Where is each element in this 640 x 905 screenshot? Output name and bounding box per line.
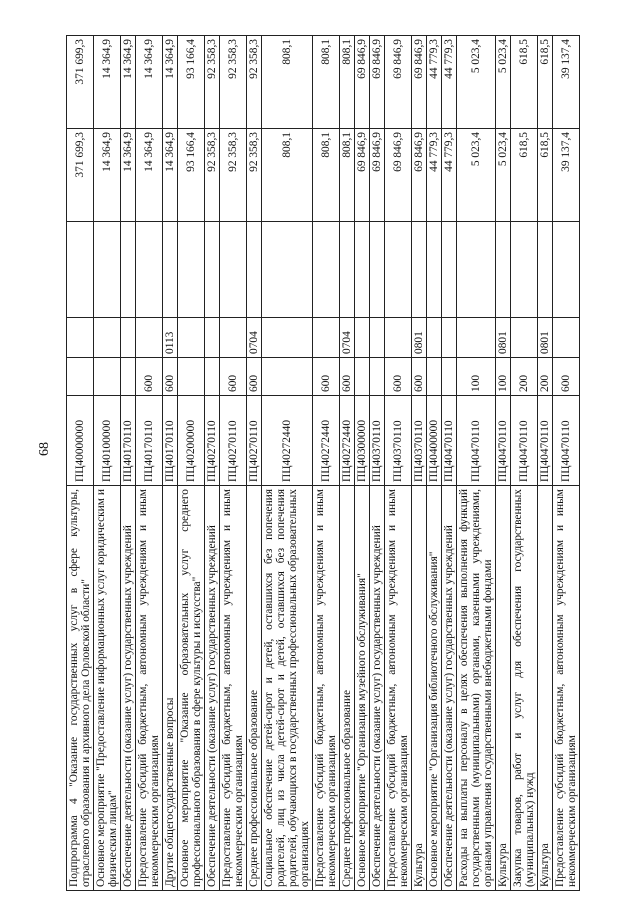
cell-expense-type: 600	[220, 358, 247, 396]
table-row	[205, 36, 220, 891]
table-row	[427, 36, 442, 891]
cell-amount-1: 69 846,9	[370, 129, 385, 222]
cell-code: ПЦ40270110	[220, 396, 247, 486]
cell-section-code: 0801	[412, 318, 427, 358]
cell-section-code: 0801	[538, 318, 553, 358]
cell-section-code	[94, 318, 121, 358]
cell-amount-2: 371 699,3	[67, 36, 94, 129]
table-row	[385, 36, 412, 891]
cell-section-code	[136, 318, 163, 358]
table-row	[313, 36, 340, 891]
cell-name: Обеспечение деятельности (оказание услуг) государственных учреждений	[121, 486, 136, 891]
cell-section-code	[553, 318, 580, 358]
budget-table	[66, 35, 580, 891]
cell-expense-type	[355, 358, 370, 396]
cell-name: Предоставление субсидий бюджетным, автономным учреждениям и иным некоммерческим организациям	[553, 486, 580, 891]
cell-section-code	[385, 318, 412, 358]
cell-expense-type	[370, 358, 385, 396]
cell-empty	[340, 222, 355, 318]
cell-expense-type: 600	[247, 358, 262, 396]
cell-section-code	[370, 318, 385, 358]
cell-amount-1: 69 846,9	[355, 129, 370, 222]
cell-amount-1: 93 166,4	[178, 129, 205, 222]
cell-amount-2: 14 364,9	[94, 36, 121, 129]
table-row	[136, 36, 163, 891]
cell-section-code	[220, 318, 247, 358]
rotated-page-content	[66, 36, 592, 891]
cell-amount-1: 618,5	[511, 129, 538, 222]
cell-amount-2: 618,5	[538, 36, 553, 129]
cell-name: Обеспечение деятельности (оказание услуг) государственных учреждений	[370, 486, 385, 891]
cell-section-code	[457, 318, 496, 358]
cell-code: ПЦ40370110	[412, 396, 427, 486]
cell-code: ПЦ40400000	[427, 396, 442, 486]
cell-section-code	[313, 318, 340, 358]
cell-amount-2: 69 846,9	[355, 36, 370, 129]
cell-code: ПЦ40272440	[262, 396, 313, 486]
cell-empty	[496, 222, 511, 318]
cell-amount-1: 371 699,3	[67, 129, 94, 222]
table-row	[370, 36, 385, 891]
cell-code: ПЦ40200000	[178, 396, 205, 486]
cell-section-code	[427, 318, 442, 358]
cell-code: ПЦ40470110	[496, 396, 511, 486]
cell-empty	[385, 222, 412, 318]
cell-amount-1: 69 846,9	[412, 129, 427, 222]
table-row	[355, 36, 370, 891]
cell-code: ПЦ40170110	[121, 396, 136, 486]
page-number: 68	[37, 442, 52, 456]
cell-expense-type	[205, 358, 220, 396]
cell-amount-1: 14 364,9	[94, 129, 121, 222]
cell-amount-1: 808,1	[262, 129, 313, 222]
cell-name: Среднее профессиональное образование	[340, 486, 355, 891]
cell-amount-1: 92 358,3	[220, 129, 247, 222]
cell-amount-2: 14 364,9	[136, 36, 163, 129]
cell-name: Предоставление субсидий бюджетным, автономным учреждениям и иным некоммерческим организациям	[220, 486, 247, 891]
cell-expense-type: 600	[163, 358, 178, 396]
table-row	[496, 36, 511, 891]
cell-name: Обеспечение деятельности (оказание услуг) государственных учреждений	[205, 486, 220, 891]
cell-section-code	[178, 318, 205, 358]
cell-empty	[220, 222, 247, 318]
cell-amount-2: 44 779,3	[442, 36, 457, 129]
table-row	[163, 36, 178, 891]
cell-expense-type	[178, 358, 205, 396]
cell-expense-type: 200	[538, 358, 553, 396]
table-row	[340, 36, 355, 891]
cell-section-code: 0704	[340, 318, 355, 358]
cell-empty	[136, 222, 163, 318]
cell-amount-2: 808,1	[313, 36, 340, 129]
cell-code: ПЦ40470110	[442, 396, 457, 486]
cell-name: Культура	[538, 486, 553, 891]
cell-name: Социальное обеспечение детей-сирот и детей, оставшихся без попечения родителей, лиц из числа детей-сирот и детей, оставшихся без попечения родителей, обучающихся в государственных профессиональных образовательных организациях	[262, 486, 313, 891]
cell-empty	[412, 222, 427, 318]
cell-expense-type: 100	[457, 358, 496, 396]
cell-expense-type: 600	[136, 358, 163, 396]
cell-section-code: 0704	[247, 318, 262, 358]
cell-section-code: 0113	[163, 318, 178, 358]
cell-amount-1: 14 364,9	[121, 129, 136, 222]
cell-amount-1: 5 023,4	[496, 129, 511, 222]
cell-code: ПЦ40270110	[247, 396, 262, 486]
cell-amount-1: 44 779,3	[442, 129, 457, 222]
cell-amount-1: 5 023,4	[457, 129, 496, 222]
table-row	[412, 36, 427, 891]
cell-empty	[121, 222, 136, 318]
cell-name: Предоставление субсидий бюджетным, автономным учреждениям и иным некоммерческим организациям	[313, 486, 340, 891]
cell-expense-type: 600	[553, 358, 580, 396]
cell-code: ПЦ40470110	[457, 396, 496, 486]
cell-empty	[163, 222, 178, 318]
cell-amount-2: 69 846,9	[385, 36, 412, 129]
cell-code: ПЦ40470110	[511, 396, 538, 486]
cell-code: ПЦ40100000	[94, 396, 121, 486]
cell-name: Расходы на выплаты персоналу в целях обеспечения выполнения функций государственными (муниципальными) органами, казенными учреждениями, органами управления государственными внебюджетными фондами	[457, 486, 496, 891]
cell-amount-2: 92 358,3	[205, 36, 220, 129]
table-row	[538, 36, 553, 891]
budget-table-body	[67, 36, 580, 891]
cell-code: ПЦ40272440	[340, 396, 355, 486]
cell-expense-type: 600	[313, 358, 340, 396]
cell-empty	[511, 222, 538, 318]
table-row	[94, 36, 121, 891]
cell-amount-1: 39 137,4	[553, 129, 580, 222]
table-row	[511, 36, 538, 891]
cell-amount-2: 14 364,9	[163, 36, 178, 129]
cell-empty	[355, 222, 370, 318]
cell-empty	[370, 222, 385, 318]
cell-section-code	[121, 318, 136, 358]
cell-section-code	[67, 318, 94, 358]
cell-amount-2: 808,1	[262, 36, 313, 129]
cell-amount-2: 69 846,9	[370, 36, 385, 129]
cell-name: Основное мероприятие "Организация музейного обслуживания"	[355, 486, 370, 891]
cell-expense-type: 600	[385, 358, 412, 396]
cell-code: ПЦ40370110	[385, 396, 412, 486]
cell-amount-1: 14 364,9	[163, 129, 178, 222]
cell-amount-2: 69 846,9	[412, 36, 427, 129]
cell-amount-1: 618,5	[538, 129, 553, 222]
cell-empty	[67, 222, 94, 318]
cell-expense-type: 600	[412, 358, 427, 396]
cell-expense-type	[442, 358, 457, 396]
cell-amount-2: 5 023,4	[457, 36, 496, 129]
cell-name: Закупка товаров, работ и услуг для обеспечения государственных (муниципальных) нужд	[511, 486, 538, 891]
cell-empty	[538, 222, 553, 318]
table-row	[247, 36, 262, 891]
cell-name: Подпрограмма 4 "Оказание государственных услуг в сфере культуры, отраслевого образования и архивного дела Орловской области"	[67, 486, 94, 891]
table-row	[121, 36, 136, 891]
cell-expense-type: 600	[340, 358, 355, 396]
cell-name: Основное мероприятие "Оказание образовательных услуг среднего профессионального образования в сфере культуры и искусства"	[178, 486, 205, 891]
cell-code: ПЦ40470110	[553, 396, 580, 486]
cell-empty	[442, 222, 457, 318]
cell-amount-2: 92 358,3	[220, 36, 247, 129]
cell-name: Предоставление субсидий бюджетным, автономным учреждениям и иным некоммерческим организациям	[136, 486, 163, 891]
cell-name: Основное мероприятие "Организация библиотечного обслуживания"	[427, 486, 442, 891]
cell-empty	[313, 222, 340, 318]
cell-empty	[457, 222, 496, 318]
table-row	[178, 36, 205, 891]
cell-amount-2: 93 166,4	[178, 36, 205, 129]
cell-empty	[178, 222, 205, 318]
cell-empty	[427, 222, 442, 318]
cell-section-code: 0801	[496, 318, 511, 358]
table-row	[457, 36, 496, 891]
cell-name: Обеспечение деятельности (оказание услуг) государственных учреждений	[442, 486, 457, 891]
cell-code: ПЦ40170110	[163, 396, 178, 486]
cell-amount-2: 14 364,9	[121, 36, 136, 129]
cell-name: Основное мероприятие "Предоставление информационных услуг юридическим и физическим лицам"	[94, 486, 121, 891]
cell-section-code	[355, 318, 370, 358]
cell-amount-1: 69 846,9	[385, 129, 412, 222]
cell-empty	[94, 222, 121, 318]
cell-code: ПЦ40000000	[67, 396, 94, 486]
cell-amount-1: 14 364,9	[136, 129, 163, 222]
cell-expense-type	[67, 358, 94, 396]
cell-amount-1: 808,1	[340, 129, 355, 222]
cell-code: ПЦ40270110	[205, 396, 220, 486]
cell-code: ПЦ40170110	[136, 396, 163, 486]
cell-amount-2: 92 358,3	[247, 36, 262, 129]
cell-name: Культура	[496, 486, 511, 891]
cell-amount-2: 808,1	[340, 36, 355, 129]
cell-amount-2: 618,5	[511, 36, 538, 129]
cell-amount-2: 5 023,4	[496, 36, 511, 129]
cell-amount-1: 92 358,3	[205, 129, 220, 222]
table-row	[262, 36, 313, 891]
cell-name: Среднее профессиональное образование	[247, 486, 262, 891]
cell-code: ПЦ40272440	[313, 396, 340, 486]
cell-expense-type	[427, 358, 442, 396]
cell-expense-type: 200	[511, 358, 538, 396]
cell-empty	[262, 222, 313, 318]
cell-amount-1: 92 358,3	[247, 129, 262, 222]
cell-amount-1: 808,1	[313, 129, 340, 222]
cell-expense-type	[94, 358, 121, 396]
cell-section-code	[442, 318, 457, 358]
cell-code: ПЦ40370110	[370, 396, 385, 486]
cell-amount-1: 44 779,3	[427, 129, 442, 222]
cell-section-code	[511, 318, 538, 358]
cell-expense-type	[121, 358, 136, 396]
cell-section-code	[205, 318, 220, 358]
cell-amount-2: 39 137,4	[553, 36, 580, 129]
cell-name: Другие общегосударственные вопросы	[163, 486, 178, 891]
cell-amount-2: 44 779,3	[427, 36, 442, 129]
cell-empty	[205, 222, 220, 318]
table-row	[67, 36, 94, 891]
cell-code: ПЦ40470110	[538, 396, 553, 486]
cell-name: Предоставление субсидий бюджетным, автономным учреждениям и иным некоммерческим организациям	[385, 486, 412, 891]
table-row	[553, 36, 580, 891]
cell-empty	[553, 222, 580, 318]
cell-name: Культура	[412, 486, 427, 891]
table-row	[442, 36, 457, 891]
cell-expense-type	[262, 358, 313, 396]
cell-section-code	[262, 318, 313, 358]
cell-expense-type: 100	[496, 358, 511, 396]
cell-empty	[247, 222, 262, 318]
cell-code: ПЦ40300000	[355, 396, 370, 486]
table-row	[220, 36, 247, 891]
